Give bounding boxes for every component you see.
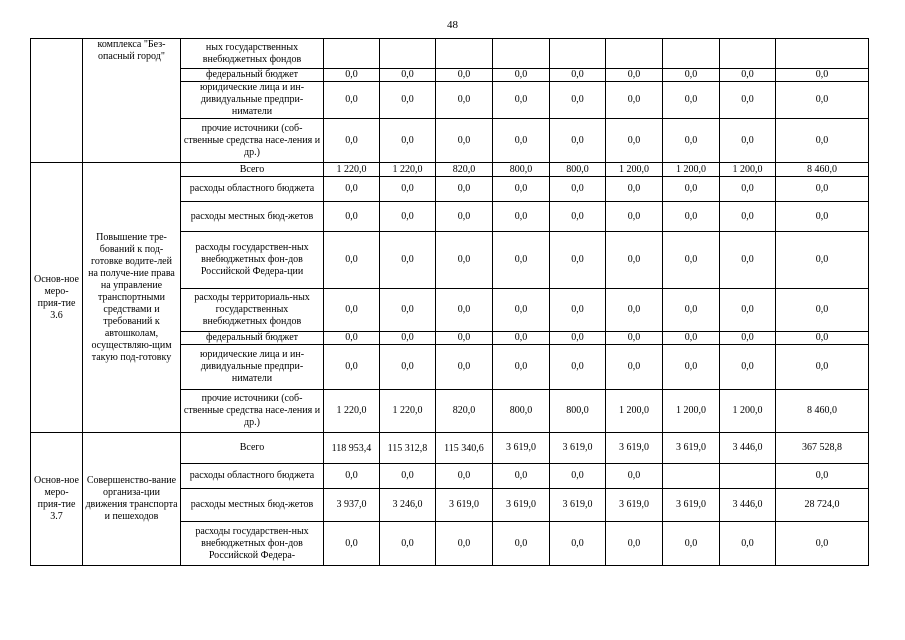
value-cell: 0,0 xyxy=(776,202,869,232)
value-cell: 820,0 xyxy=(436,390,493,433)
value-cell: 0,0 xyxy=(776,69,869,82)
activity-label xyxy=(31,39,83,163)
page-number: 48 xyxy=(447,19,458,31)
value-cell: 0,0 xyxy=(550,82,606,119)
value-cell: 0,0 xyxy=(550,289,606,332)
value-cell: 0,0 xyxy=(606,69,663,82)
value-cell: 0,0 xyxy=(720,345,776,390)
value-cell: 0,0 xyxy=(324,232,380,289)
value-cell: 0,0 xyxy=(436,202,493,232)
value-cell: 0,0 xyxy=(493,177,550,202)
funding-source: расходы государствен-ных внебюджетных фон-дов Российской Федера- xyxy=(181,522,324,566)
value-cell xyxy=(663,464,720,489)
value-cell: 367 528,8 xyxy=(776,433,869,464)
value-cell: 1 200,0 xyxy=(720,390,776,433)
value-cell: 0,0 xyxy=(550,332,606,345)
value-cell: 115 340,6 xyxy=(436,433,493,464)
funding-source: прочие источники (соб-ственные средства насе-ления и др.) xyxy=(181,119,324,163)
value-cell: 0,0 xyxy=(606,522,663,566)
value-cell xyxy=(493,39,550,69)
value-cell: 1 200,0 xyxy=(663,163,720,177)
activity-label: Основ-ное меро-прия-тие 3.6 xyxy=(31,163,83,433)
value-cell: 118 953,4 xyxy=(324,433,380,464)
value-cell: 0,0 xyxy=(380,345,436,390)
value-cell: 0,0 xyxy=(380,522,436,566)
value-cell: 0,0 xyxy=(550,345,606,390)
value-cell: 0,0 xyxy=(550,202,606,232)
value-cell: 0,0 xyxy=(606,289,663,332)
value-cell: 800,0 xyxy=(550,390,606,433)
value-cell: 1 220,0 xyxy=(324,390,380,433)
value-cell: 0,0 xyxy=(776,119,869,163)
value-cell: 3 937,0 xyxy=(324,489,380,522)
value-cell: 800,0 xyxy=(493,163,550,177)
value-cell: 0,0 xyxy=(720,119,776,163)
value-cell: 0,0 xyxy=(550,69,606,82)
value-cell: 0,0 xyxy=(776,345,869,390)
funding-source: Всего xyxy=(181,163,324,177)
value-cell: 0,0 xyxy=(663,202,720,232)
value-cell: 0,0 xyxy=(324,202,380,232)
value-cell: 0,0 xyxy=(606,119,663,163)
table-row xyxy=(31,433,869,464)
value-cell: 0,0 xyxy=(493,232,550,289)
value-cell: 0,0 xyxy=(720,289,776,332)
value-cell: 0,0 xyxy=(436,232,493,289)
value-cell: 0,0 xyxy=(436,177,493,202)
value-cell: 0,0 xyxy=(550,522,606,566)
value-cell: 0,0 xyxy=(663,332,720,345)
value-cell: 0,0 xyxy=(324,82,380,119)
value-cell: 0,0 xyxy=(550,177,606,202)
value-cell: 0,0 xyxy=(720,522,776,566)
value-cell: 0,0 xyxy=(720,332,776,345)
value-cell: 0,0 xyxy=(493,119,550,163)
value-cell xyxy=(324,39,380,69)
value-cell: 3 619,0 xyxy=(606,433,663,464)
value-cell xyxy=(720,464,776,489)
value-cell: 0,0 xyxy=(324,69,380,82)
value-cell: 800,0 xyxy=(550,163,606,177)
value-cell: 1 220,0 xyxy=(324,163,380,177)
value-cell: 0,0 xyxy=(606,202,663,232)
value-cell xyxy=(550,39,606,69)
funding-source: юридические лица и ин-дивидуальные предпри-ниматели xyxy=(181,82,324,119)
value-cell: 0,0 xyxy=(493,464,550,489)
value-cell: 0,0 xyxy=(776,232,869,289)
activity-label: Основ-ное меро-прия-тие 3.7 xyxy=(31,433,83,566)
value-cell: 0,0 xyxy=(720,69,776,82)
value-cell: 0,0 xyxy=(663,522,720,566)
value-cell: 0,0 xyxy=(324,177,380,202)
value-cell: 820,0 xyxy=(436,163,493,177)
table-row xyxy=(31,39,869,69)
value-cell xyxy=(720,39,776,69)
funding-source: расходы областного бюджета xyxy=(181,177,324,202)
value-cell: 0,0 xyxy=(720,202,776,232)
funding-source: расходы территориаль-ных государственных внебюджетных фондов xyxy=(181,289,324,332)
value-cell xyxy=(663,39,720,69)
funding-source: расходы местных бюд-жетов xyxy=(181,489,324,522)
value-cell: 1 200,0 xyxy=(663,390,720,433)
value-cell: 0,0 xyxy=(436,69,493,82)
funding-source: федеральный бюджет xyxy=(181,332,324,345)
value-cell: 0,0 xyxy=(493,289,550,332)
value-cell: 0,0 xyxy=(606,82,663,119)
funding-source: Всего xyxy=(181,433,324,464)
value-cell: 0,0 xyxy=(663,119,720,163)
activity-description: Повышение тре-бований к под-готовке водите-лей на получе-ние права на управление транспортными средствами и требований к автошколам, осуществляю-щим такую под-готовку xyxy=(83,163,181,433)
funding-source: расходы государствен-ных внебюджетных фон-дов Российской Федера-ции xyxy=(181,232,324,289)
value-cell: 3 246,0 xyxy=(380,489,436,522)
value-cell: 8 460,0 xyxy=(776,390,869,433)
value-cell: 0,0 xyxy=(663,82,720,119)
value-cell: 0,0 xyxy=(324,345,380,390)
value-cell: 0,0 xyxy=(493,202,550,232)
value-cell: 0,0 xyxy=(663,69,720,82)
value-cell: 0,0 xyxy=(380,69,436,82)
value-cell: 0,0 xyxy=(493,332,550,345)
funding-source: федеральный бюджет xyxy=(181,69,324,82)
value-cell: 0,0 xyxy=(324,289,380,332)
value-cell: 0,0 xyxy=(776,464,869,489)
value-cell: 0,0 xyxy=(436,119,493,163)
value-cell: 0,0 xyxy=(436,345,493,390)
value-cell: 0,0 xyxy=(493,345,550,390)
value-cell: 0,0 xyxy=(550,119,606,163)
value-cell: 0,0 xyxy=(720,82,776,119)
value-cell: 0,0 xyxy=(776,177,869,202)
value-cell: 3 619,0 xyxy=(606,489,663,522)
value-cell xyxy=(436,39,493,69)
value-cell: 0,0 xyxy=(720,232,776,289)
value-cell: 0,0 xyxy=(606,464,663,489)
value-cell: 1 200,0 xyxy=(606,163,663,177)
value-cell: 0,0 xyxy=(324,119,380,163)
value-cell: 0,0 xyxy=(663,289,720,332)
value-cell: 0,0 xyxy=(550,464,606,489)
value-cell: 3 619,0 xyxy=(493,489,550,522)
funding-source: прочие источники (соб-ственные средства насе-ления и др.) xyxy=(181,390,324,433)
value-cell: 0,0 xyxy=(776,289,869,332)
value-cell: 0,0 xyxy=(776,82,869,119)
value-cell: 0,0 xyxy=(436,332,493,345)
value-cell: 115 312,8 xyxy=(380,433,436,464)
value-cell: 0,0 xyxy=(436,522,493,566)
value-cell: 28 724,0 xyxy=(776,489,869,522)
value-cell: 0,0 xyxy=(606,332,663,345)
value-cell xyxy=(776,39,869,69)
value-cell: 0,0 xyxy=(663,232,720,289)
value-cell xyxy=(606,39,663,69)
value-cell: 3 619,0 xyxy=(550,433,606,464)
value-cell: 0,0 xyxy=(776,522,869,566)
value-cell: 0,0 xyxy=(380,82,436,119)
value-cell: 0,0 xyxy=(324,464,380,489)
funding-table xyxy=(30,38,869,566)
value-cell: 0,0 xyxy=(436,464,493,489)
value-cell: 0,0 xyxy=(380,464,436,489)
value-cell: 1 200,0 xyxy=(606,390,663,433)
value-cell: 0,0 xyxy=(606,177,663,202)
funding-source: ных государственных внебюджетных фондов xyxy=(181,39,324,69)
value-cell: 3 619,0 xyxy=(436,489,493,522)
value-cell: 0,0 xyxy=(380,232,436,289)
value-cell: 3 446,0 xyxy=(720,433,776,464)
value-cell: 0,0 xyxy=(606,232,663,289)
value-cell: 0,0 xyxy=(436,289,493,332)
value-cell: 3 619,0 xyxy=(663,489,720,522)
value-cell: 0,0 xyxy=(663,177,720,202)
table-row xyxy=(31,163,869,177)
funding-source: расходы местных бюд-жетов xyxy=(181,202,324,232)
value-cell: 0,0 xyxy=(493,522,550,566)
value-cell: 1 220,0 xyxy=(380,163,436,177)
value-cell: 0,0 xyxy=(436,82,493,119)
funding-source: расходы областного бюджета xyxy=(181,464,324,489)
value-cell: 0,0 xyxy=(493,82,550,119)
value-cell: 0,0 xyxy=(380,119,436,163)
value-cell: 3 619,0 xyxy=(550,489,606,522)
value-cell: 3 619,0 xyxy=(493,433,550,464)
value-cell: 0,0 xyxy=(606,345,663,390)
value-cell: 0,0 xyxy=(550,232,606,289)
value-cell: 0,0 xyxy=(776,332,869,345)
funding-source: юридические лица и ин-дивидуальные предпри-ниматели xyxy=(181,345,324,390)
value-cell: 0,0 xyxy=(324,522,380,566)
value-cell: 0,0 xyxy=(324,332,380,345)
activity-description: Совершенство-вание организа-ции движения транспорта и пешеходов xyxy=(83,433,181,566)
value-cell: 1 220,0 xyxy=(380,390,436,433)
value-cell xyxy=(380,39,436,69)
activity-description: комплекса "Без-опасный город" xyxy=(83,39,181,163)
value-cell: 3 446,0 xyxy=(720,489,776,522)
value-cell: 1 200,0 xyxy=(720,163,776,177)
value-cell: 8 460,0 xyxy=(776,163,869,177)
value-cell: 0,0 xyxy=(663,345,720,390)
value-cell: 0,0 xyxy=(493,69,550,82)
value-cell: 0,0 xyxy=(380,202,436,232)
value-cell: 0,0 xyxy=(720,177,776,202)
value-cell: 0,0 xyxy=(380,177,436,202)
value-cell: 0,0 xyxy=(380,289,436,332)
value-cell: 3 619,0 xyxy=(663,433,720,464)
value-cell: 800,0 xyxy=(493,390,550,433)
value-cell: 0,0 xyxy=(380,332,436,345)
